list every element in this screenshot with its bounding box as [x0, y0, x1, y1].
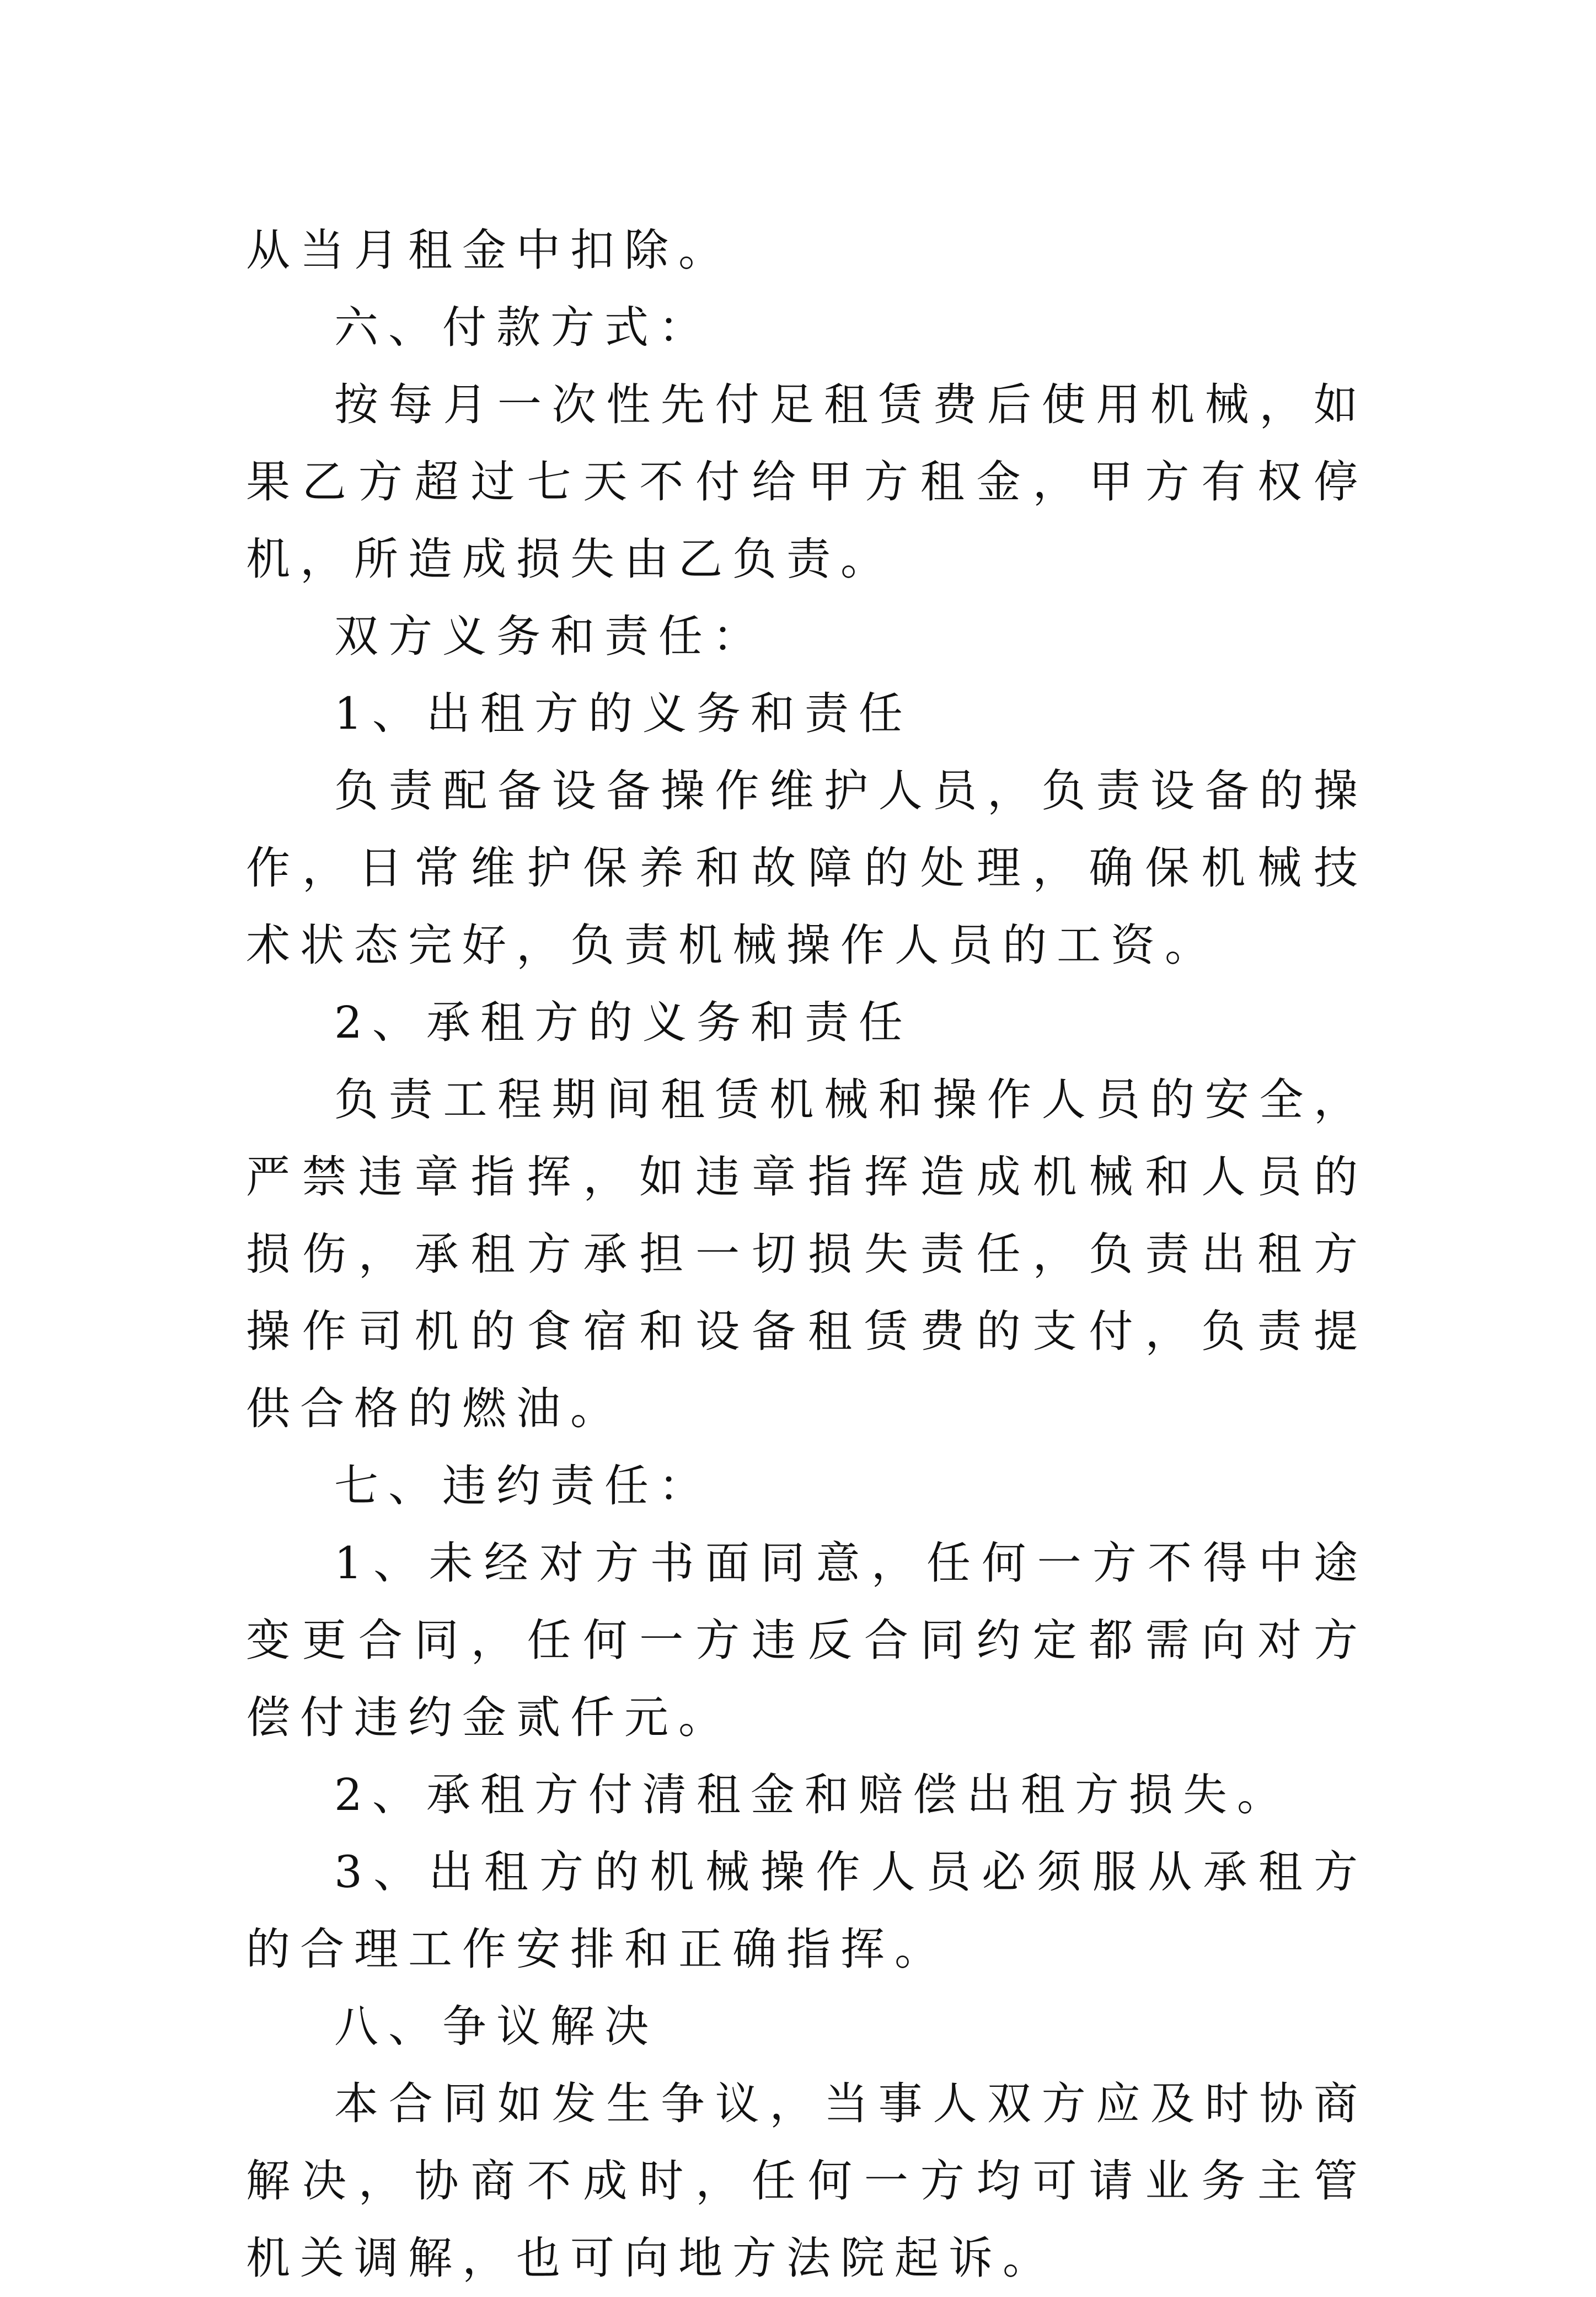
- document-body: [246, 212, 1368, 2297]
- paragraph-breach-item-1: 1、未经对方书面同意，任何一方不得中途变更合同，任何一方违反合同约定都需向对方偿付违约金贰仟元。: [246, 1537, 1368, 1743]
- paragraph-breach-item-3: 3、出租方的机械操作人员必须服从承租方的合理工作安排和正确指挥。: [246, 1846, 1368, 1975]
- heading-dispute-resolution: 八、争议解决: [334, 2001, 658, 2052]
- paragraph-deduction: 从当月租金中扣除。: [246, 225, 732, 276]
- paragraph-lessee-obligations: 负责工程期间租赁机械和操作人员的安全，严禁违章指挥，如违章指挥造成机械和人员的损伤，承租方承担一切损失责任，负责出租方操作司机的食宿和设备租赁费的支付，负责提供合格的燃油。: [246, 1074, 1368, 1434]
- subheading-lessee-obligations: 2、承租方的义务和责任: [334, 997, 913, 1048]
- paragraph-breach-item-2: 2、承租方付清租金和赔偿出租方损失。: [334, 1769, 1291, 1820]
- paragraph-payment-terms: 按每月一次性先付足租赁费后使用机械，如果乙方超过七天不付给甲方租金，甲方有权停机，所造成损失由乙负责。: [246, 379, 1368, 585]
- heading-payment-method: 六、付款方式：: [334, 302, 713, 353]
- subheading-lessor-obligations: 1、出租方的义务和责任: [334, 688, 913, 739]
- heading-breach-liability: 七、违约责任：: [334, 1460, 713, 1511]
- paragraph-lessor-obligations: 负责配备设备操作维护人员，负责设备的操作，日常维护保养和故障的处理，确保机械技术状态完好，负责机械操作人员的工资。: [246, 765, 1368, 971]
- heading-obligations: 双方义务和责任：: [334, 611, 767, 662]
- paragraph-dispute-resolution: 本合同如发生争议，当事人双方应及时协商解决，协商不成时，任何一方均可请业务主管机关调解，也可向地方法院起诉。: [246, 2078, 1368, 2284]
